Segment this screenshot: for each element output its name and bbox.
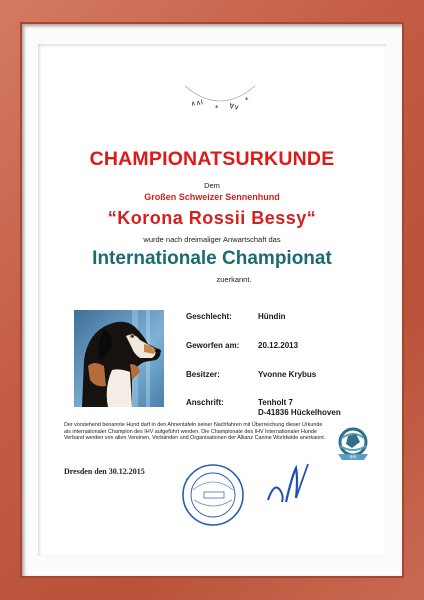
detail-label-gender: Geschlecht: — [186, 312, 232, 321]
svg-text:∧∧I: ∧∧I — [190, 98, 204, 108]
championship-title: Internationale Championat — [92, 248, 332, 269]
certificate-title: CHAMPIONATSURKUNDE — [89, 148, 335, 170]
dog-photo — [74, 310, 164, 407]
footnote-text: Der vorstehend benannte Hund darf in den Ahnentafeln seiner Nachfahren mit Überreichung dieser Urkunde als internationaler Champion des IHV aufgeführt werden. Die Championate des IHV Internationaler Hunde Verband werden von allen Vereinen, Verbänden und Organisationen der Allianz Canine Worldwide anerkannt. — [64, 422, 326, 442]
globe-logo-icon — [334, 424, 372, 466]
intro-text: Dem — [204, 181, 220, 190]
svg-text:*: * — [215, 104, 219, 112]
svg-text:∀∨: ∀∨ — [228, 102, 240, 112]
top-seal-emblem — [175, 56, 265, 126]
signature-mark — [262, 460, 332, 505]
svg-text:IHV: IHV — [349, 454, 357, 460]
detail-value-owner: Yvonne Krybus — [258, 370, 317, 379]
official-stamp — [178, 460, 248, 530]
detail-value-address-street: Tenholt 7 — [258, 398, 293, 407]
breed-name: Großen Schweizer Sennenhund — [144, 192, 280, 202]
detail-value-birth: 20.12.2013 — [258, 341, 299, 350]
detail-label-owner: Besitzer: — [186, 370, 220, 379]
detail-label-address: Anschrift: — [186, 398, 224, 407]
awarded-text: zuerkannt. — [216, 275, 252, 284]
detail-value-address-city: D-41836 Hückelhoven — [258, 408, 341, 417]
dog-name: “Korona Rossii Bessy“ — [107, 208, 317, 228]
place-and-date: Dresden den 30.12.2015 — [64, 467, 145, 476]
detail-value-gender: Hündin — [258, 312, 286, 321]
award-phrase: wurde nach dreimaliger Anwartschaft das — [143, 235, 281, 244]
svg-text:*: * — [245, 96, 249, 104]
detail-label-birth: Geworfen am: — [186, 341, 240, 350]
